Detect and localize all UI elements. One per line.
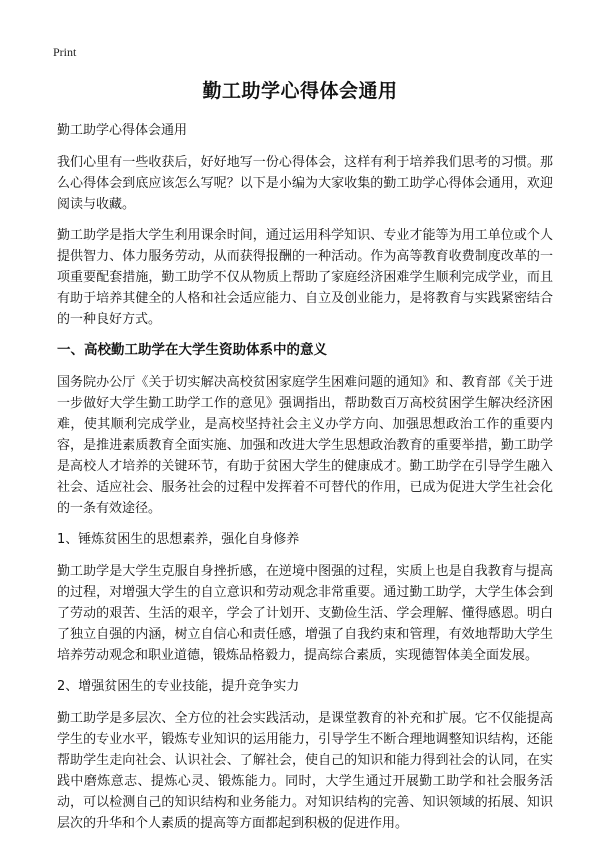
paragraph-4: 勤工助学是多层次、全方位的社会实践活动，是课堂教育的补充和扩展。它不仅能提高学生的专业水平，锻炼专业知识的运用能力，引导学生不断合理地调整知识结构，还能帮助学生走向社会、认识社会、了解社会，使自己的知识和能力得到社会的认同，在实践中磨炼意志、提炼心灵、锻炼能力。同时，大学生通过开展勤工助学和社会服务活动，可以检测自己的知识结构和业务能力。对知识结构的完善、知识领域的拓展、知识层次的升华和个人素质的提高等方面都起到积极的促进作用。: [57, 711, 553, 831]
article-body: [57, 120, 553, 844]
intro-paragraph: 我们心里有一些收获后，好好地写一份心得体会，这样有利于培养我们思考的习惯。那么心得体会到底应该怎么写呢？以下是小编为大家收集的勤工助学心得体会通用，欢迎阅读与收藏。: [57, 155, 553, 212]
point-heading-1: 1、锤炼贫困生的思想素养，强化自身修养: [57, 532, 300, 547]
paragraph-1: 勤工助学是指大学生利用课余时间，通过运用科学知识、专业才能等为用工单位或个人提供智力、体力服务劳动，从而获得报酬的一种活动。作为高等教育收费制度改革的一项重要配套措施，勤工助学不仅从物质上帮助了家庭经济困难学生顺利完成学业，而且有助于培养其健全的人格和社会适应能力、自立及创业能力，是将教育与实践紧密结合的一种良好方式。: [57, 228, 553, 327]
article-subtitle: 勤工助学心得体会通用: [57, 123, 188, 138]
point-heading-2: 2、增强贫困生的专业技能，提升竞争实力: [57, 679, 300, 694]
paragraph-3: 勤工助学是大学生克服自身挫折感，在逆境中图强的过程，实质上也是自我教育与提高的过程，对增强大学生的自立意识和劳动观念非常重要。通过勤工助学，大学生体会到了劳动的艰苦、生活的艰辛，学会了计划开、支勤俭生活、学会理解、懂得感恩。明白了独立自强的内涵，树立自信心和责任感，增强了自我约束和管理，有效地帮助大学生培养劳动观念和职业道德，锻炼品格毅力，提高综合素质，实现德智体美全面发展。: [57, 564, 553, 663]
page-title: 勤工助学心得体会通用: [202, 80, 398, 102]
print-link[interactable]: Print: [53, 45, 77, 59]
paragraph-2: 国务院办公厅《关于切实解决高校贫困家庭学生困难问题的通知》和、教育部《关于进一步做好大学生勤工助学工作的意见》强调指出，帮助数百万高校贫困学生解决经济困难，使其顺利完成学业，是高校坚持社会主义办学方向、加强思想政治工作的重要内容，是推进素质教育全面实施、加强和改进大学生思想政治教育的重要举措，勤工助学是高校人才培养的关键环节，有助于贫困大学生的健康成才。勤工助学在引导学生融入社会、适应社会、服务社会的过程中发挥着不可替代的作用，已成为促进大学生社会化的一条有效途径。: [57, 375, 553, 516]
section-heading-1: 一、高校勤工助学在大学生资助体系中的意义: [57, 342, 327, 358]
